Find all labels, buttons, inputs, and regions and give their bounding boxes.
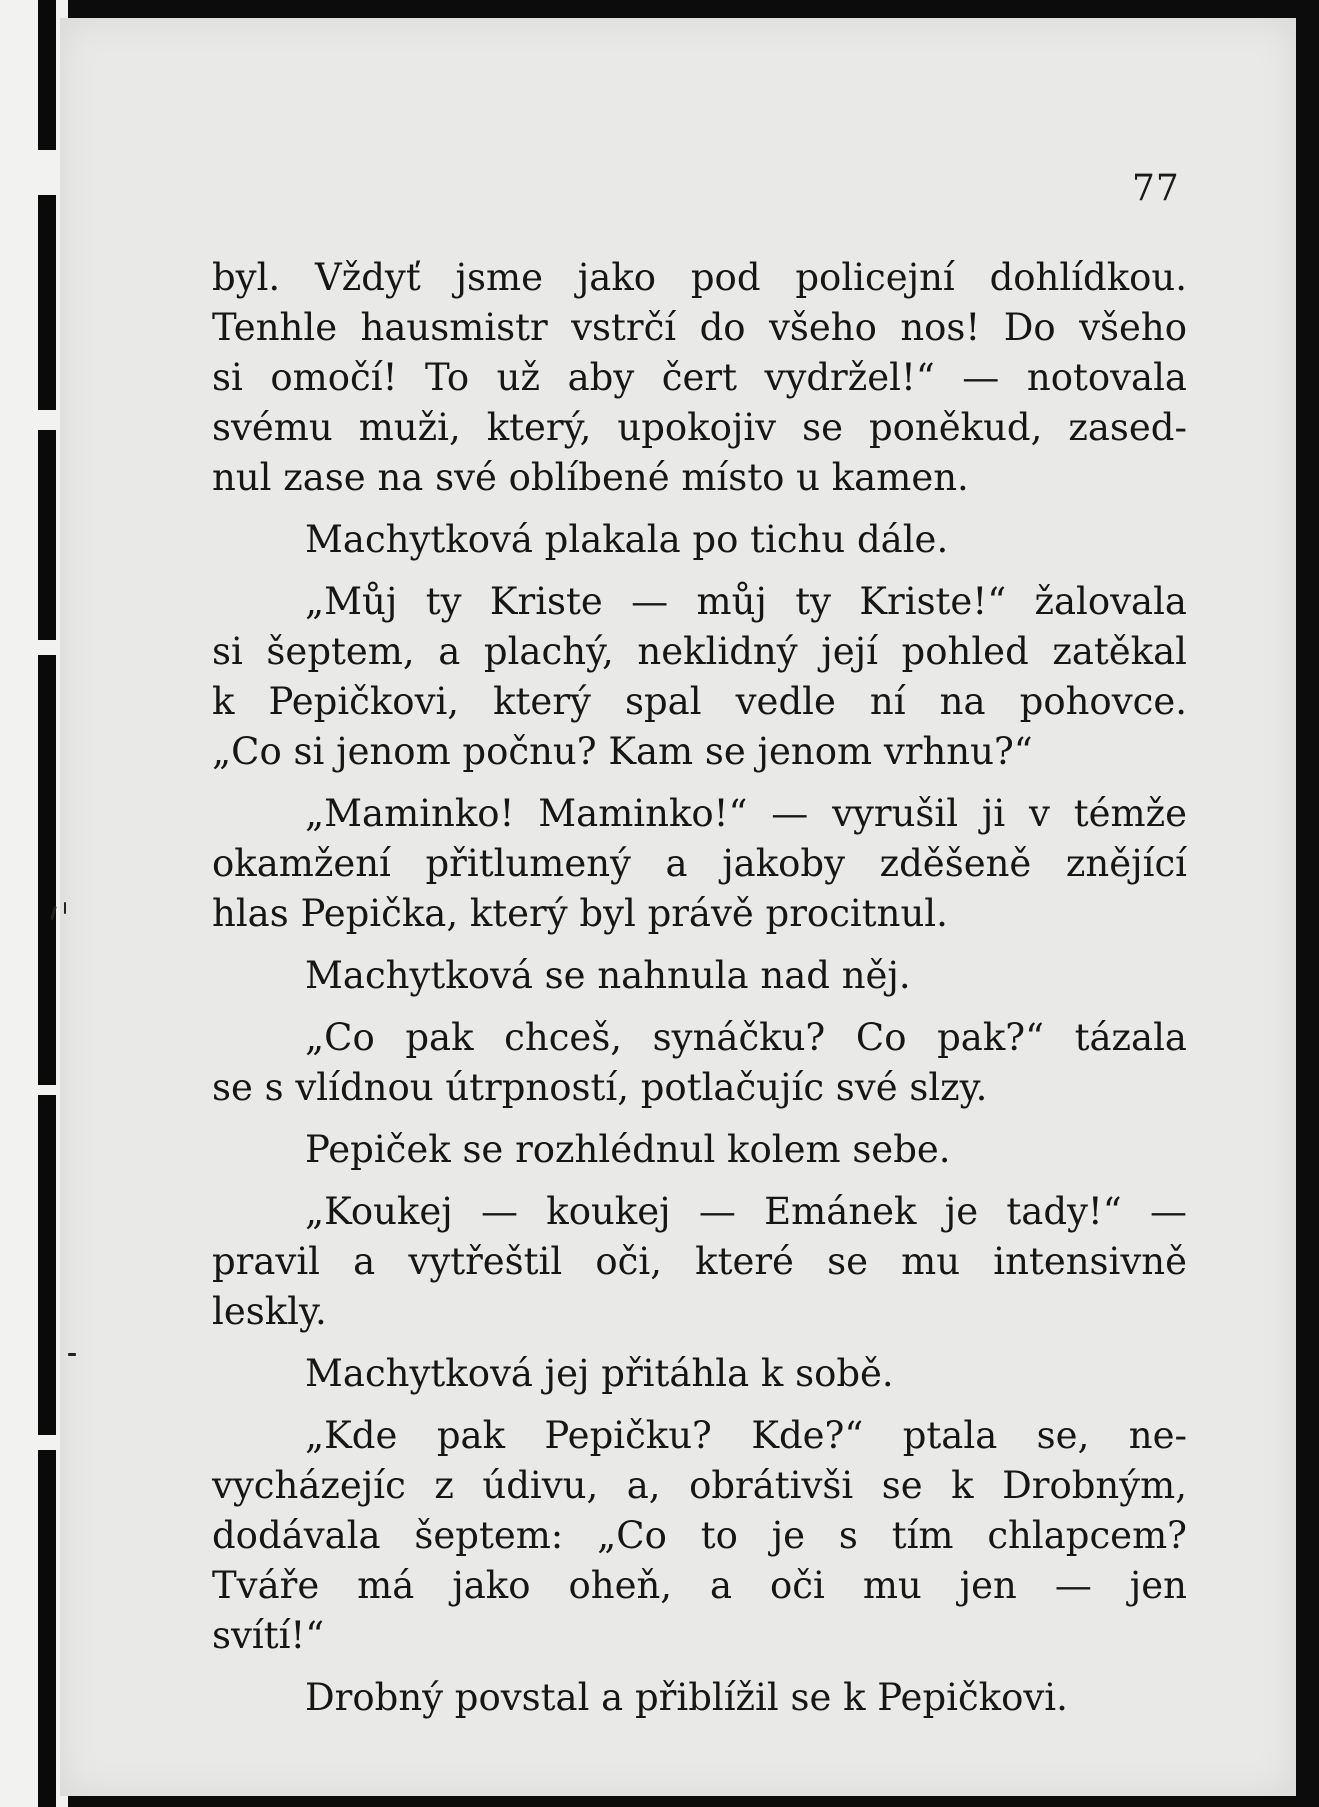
text-line: „Co si jenom počnu? Kam se jenom vrhnu?“ xyxy=(212,730,1033,773)
paragraph-gap xyxy=(212,1337,1187,1349)
text-line: se s vlídnou útrpností, potlačujíc své slzy. xyxy=(212,1066,988,1109)
text-line: Tváře má jako oheň, a oči mu jen — jen xyxy=(212,1564,1187,1607)
paragraph xyxy=(212,1013,1187,1113)
binding-shadow xyxy=(38,1450,56,1807)
binding-shadow xyxy=(38,655,56,1085)
text-line: „Koukej — koukej — Emánek je tady!“ — xyxy=(305,1190,1187,1233)
left-margin-strip xyxy=(0,0,68,1807)
paragraph-gap xyxy=(212,1175,1187,1187)
binding-shadow xyxy=(38,0,56,150)
body-text xyxy=(212,253,1187,1723)
text-line: „Můj ty Kriste — můj ty Kriste!“ žalovala xyxy=(305,580,1187,623)
text-line: „Co pak chceš, synáčku? Co pak?“ tázala xyxy=(305,1016,1187,1059)
text-line: pravil a vytřeštil oči, které se mu intensivně xyxy=(212,1240,1187,1283)
paragraph-gap xyxy=(212,503,1187,515)
page-number: 77 xyxy=(1132,168,1180,209)
paragraph-gap xyxy=(212,777,1187,789)
binding-shadow xyxy=(38,195,56,410)
text-line: Tenhle hausmistr vstrčí do všeho nos! Do všeho xyxy=(212,306,1187,349)
text-line: k Pepičkovi, který spal vedle ní na pohovce. xyxy=(212,680,1187,723)
text-line: Machytková plakala po tichu dále. xyxy=(305,518,949,561)
paragraph xyxy=(212,789,1187,939)
text-line: svému muži, který, upokojiv se poněkud, zased- xyxy=(212,406,1187,449)
paragraph xyxy=(212,577,1187,777)
text-line: „Maminko! Maminko!“ — vyrušil ji v témže xyxy=(305,792,1187,835)
text-line: si omočí! To už aby čert vydržel!“ — notovala xyxy=(212,356,1187,399)
binding-shadow xyxy=(38,430,56,640)
paragraph xyxy=(212,1673,1187,1723)
paragraph xyxy=(212,1349,1187,1399)
text-line: vycházejíc z údivu, a, obrátivši se k Drobným, xyxy=(212,1464,1187,1507)
paragraph-gap xyxy=(212,565,1187,577)
text-line: „Kde pak Pepičku? Kde?“ ptala se, ne- xyxy=(305,1414,1187,1457)
text-line: hlas Pepička, který byl právě procitnul. xyxy=(212,892,948,935)
text-line: okamžení přitlumený a jakoby zděšeně znějící xyxy=(212,842,1187,885)
text-line: Machytková jej přitáhla k sobě. xyxy=(305,1352,894,1395)
text-line: si šeptem, a plachý, neklidný její pohled zatěkal xyxy=(212,630,1187,673)
margin-mark xyxy=(68,1353,76,1356)
text-line: dodávala šeptem: „Co to je s tím chlapcem? xyxy=(212,1514,1187,1557)
paragraph-gap xyxy=(212,1001,1187,1013)
text-line: svítí!“ xyxy=(212,1614,325,1657)
text-line: byl. Vždyť jsme jako pod policejní dohlídkou. xyxy=(212,256,1187,299)
paragraph xyxy=(212,1125,1187,1175)
book-page xyxy=(60,18,1296,1796)
text-line: nul zase na své oblíbené místo u kamen. xyxy=(212,456,969,499)
paragraph-gap xyxy=(212,1113,1187,1125)
binding-shadow xyxy=(38,1095,56,1435)
paragraph xyxy=(212,1411,1187,1661)
text-line: Drobný povstal a přiblížil se k Pepičkovi. xyxy=(305,1676,1068,1719)
paragraph xyxy=(212,253,1187,503)
paragraph xyxy=(212,515,1187,565)
text-line: Pepiček se rozhlédnul kolem sebe. xyxy=(305,1128,951,1171)
text-line: leskly. xyxy=(212,1290,327,1333)
paragraph xyxy=(212,951,1187,1001)
margin-mark xyxy=(64,902,66,914)
paragraph-gap xyxy=(212,939,1187,951)
paragraph-gap xyxy=(212,1399,1187,1411)
text-line: Machytková se nahnula nad něj. xyxy=(305,954,911,997)
paragraph xyxy=(212,1187,1187,1337)
paragraph-gap xyxy=(212,1661,1187,1673)
